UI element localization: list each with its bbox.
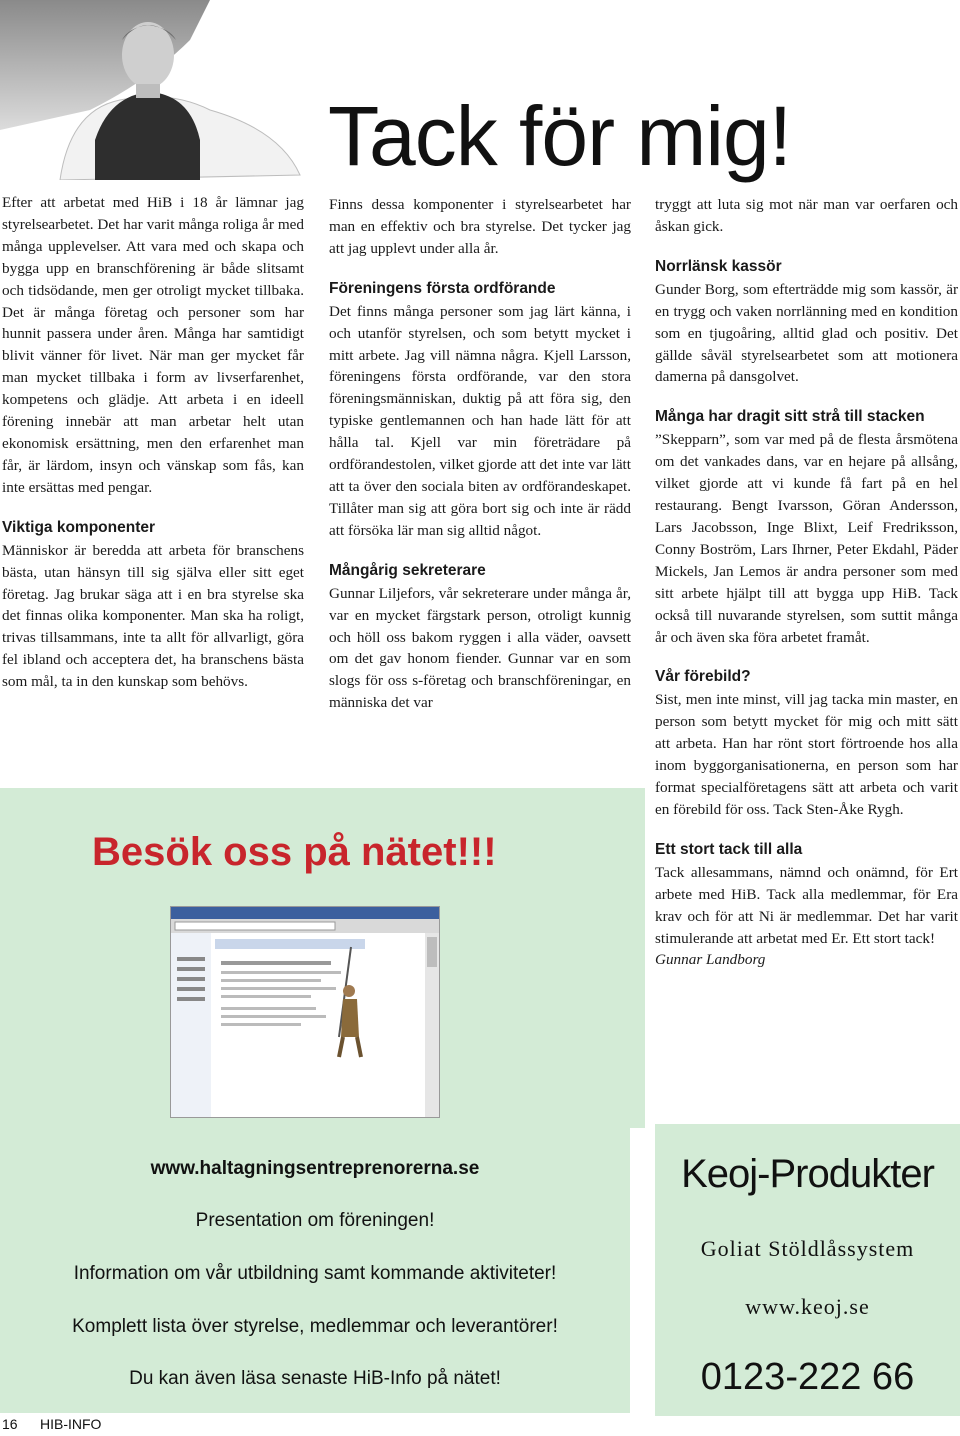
ad-url[interactable]: www.keoj.se [745, 1294, 870, 1319]
heading-ett-stort-tack: Ett stort tack till alla [655, 840, 803, 858]
heading-viktiga-komponenter: Viktiga komponenter [2, 518, 156, 536]
paragraph-kassor: Gunder Borg, som efterträdde mig som kassör, är en trygg och vaken norrlänning med en kondition som en tjugoåring, alltid glad och positiv. Det gällde såväl styrelsearbetet som att motionera damerna på dansgolvet. [655, 280, 958, 386]
publication-name: HIB-INFO [40, 1416, 102, 1432]
heading-mangarig-sekreterare: Mångårig sekreterare [329, 561, 486, 579]
paragraph-forebild: Sist, men inte minst, vill jag tacka min master, en person som betytt mycket för mig och mitt sätt att arbeta. Han har rönt stort förtroende hos alla inom byggorganisationerna, en person som har format specialföretagens sätt att arbeta och varit en förebild för oss. Tack Sten-Åke Rygh. [655, 691, 958, 818]
heading-stra-till-stacken: Många har dragit sitt strå till stacken [655, 408, 925, 426]
page-number: 16 [2, 1416, 18, 1432]
website-screenshot [170, 906, 440, 1118]
keoj-advertisement [655, 1124, 960, 1416]
info-line-lista: Komplett lista över styrelse, medlemmar och leverantörer! [72, 1316, 558, 1337]
signature: Gunnar Landborg [655, 951, 766, 969]
heading-var-forebild: Vår förebild? [655, 668, 751, 686]
paragraph-ordforande: Det finns många personer som jag lärt känna, i och utanför styrelsen, och som betytt mycket i mitt arbete. Jag vill nämna några. Kjell Larsson, föreningens första ordförande, var den stora föreningsmänniskan, duktig på att föra sig, den typiske gentlemannen och han hade lätt för att hålla tal. Kjell var min företrädare på ordförandestolen, vilket gjorde att det inte var lätt att ta över den sociala biten av ordförandeskapet. Tillåter man sig att göra bort sig och inte är rädd att försöka lär man sig alltid något. [329, 302, 631, 539]
info-line-presentation: Presentation om föreningen! [195, 1210, 435, 1231]
paragraph-middle-intro: Finns dessa komponenter i styrelsearbetet har man en effektiv och bra styrelse. Det tycker jag att jag upplevt under alla år. [329, 196, 631, 257]
info-line-hib-info: Du kan även läsa senaste HiB-Info på nätet! [129, 1368, 501, 1389]
column-middle [329, 194, 631, 714]
paragraph-intro: Efter att arbetat med HiB i 18 år lämnar jag styrelsearbetet. Det har varit många roliga år med många upplevelser. Att vara med och skapa och bygga upp en branschförening är både slitsamt och tidsödande, men ger otroligt mycket tillbaka. Det är många företag och personer som har hunnit passera under åren. Många har samtidigt blivit vänner för livet. När man ger mycket får man mycket tillbaka i form av livserfarenhet, kompetens och glädje. Att arbeta i en ideell förening innebär att man arbetar helt utan ekonomisk ersättning, men den erfarenhet man får, är lärdom, insyn och vänskap som fås, kan inte ersättas med pengar. [2, 194, 304, 496]
paragraph-komponenter: Människor är beredda att arbeta för branschens bästa, utan hänsyn till sig själva eller sitt eget företag. Jag brukar säga att i en bra styrelse ska det finnas olika komponenter. Man ska ha roligt, trivas tillsammans, inte ta allt för allvarligt, göra fel ibland och acceptera det, ha branschens bästa som mål, ta in den kunskap som behövs. [2, 541, 304, 691]
author-photo [0, 0, 310, 180]
column-left [2, 192, 304, 693]
paragraph-sekreterare: Gunnar Liljefors, vår sekreterare under många år, var en mycket färgstark person, otroligt kunnig och höll oss bakom ryggen i alla väder, oavsett om det gav honom fiender. Gunnar var en som slogs för oss s-företag och branschföreningar, en människa det var [329, 584, 631, 712]
heading-norrlansk-kassor: Norrlänsk kassör [655, 257, 782, 275]
column-right [655, 194, 958, 971]
ad-product: Goliat Stöldlåssystem [700, 1236, 915, 1261]
website-url[interactable]: www.haltagningsentreprenorerna.se [150, 1158, 480, 1179]
ad-brand: Keoj-Produkter [681, 1152, 934, 1196]
paragraph-right-intro: tryggt att luta sig mot när man var oerfaren och åskan gick. [655, 196, 958, 235]
paragraph-tack: Tack allesammans, nämnd och onämnd, för Ert arbete med HiB. Tack alla medlemmar, för Era krav och för att Ni är medlemmar. Det har varit stimulerande att arbetat med Er. Ett stort tack! [655, 863, 958, 947]
ad-phone: 0123-222 66 [700, 1356, 915, 1398]
info-line-utbildning: Information om vår utbildning samt kommande aktiviteter! [73, 1263, 557, 1284]
heading-forsta-ordforande: Föreningens första ordförande [329, 279, 556, 297]
paragraph-stra: ”Skepparn”, som var med på de flesta årsmötena om det vankades dans, var en hejare på allsång, vilket gjorde att vi kunde få fart på en hel restaurang. Bengt Ivarsson, Göran Andersson, Lars Jacobsson, Inge Blixt, Leif Fredriksson, Conny Boström, Lars Ihrner, Peter Ekdahl, Päder Mickels, Jan Lemos är andra personer som med sitt arbete hjälpt till att bygga upp HiB. Tack också till nuvarande styrelsen, som suttit många år och även ska föra arbetet framåt. [655, 431, 958, 646]
article-title: Tack för mig! [328, 89, 792, 183]
visit-title: Besök oss på nätet!!! [92, 830, 497, 874]
info-panel [0, 1128, 630, 1413]
